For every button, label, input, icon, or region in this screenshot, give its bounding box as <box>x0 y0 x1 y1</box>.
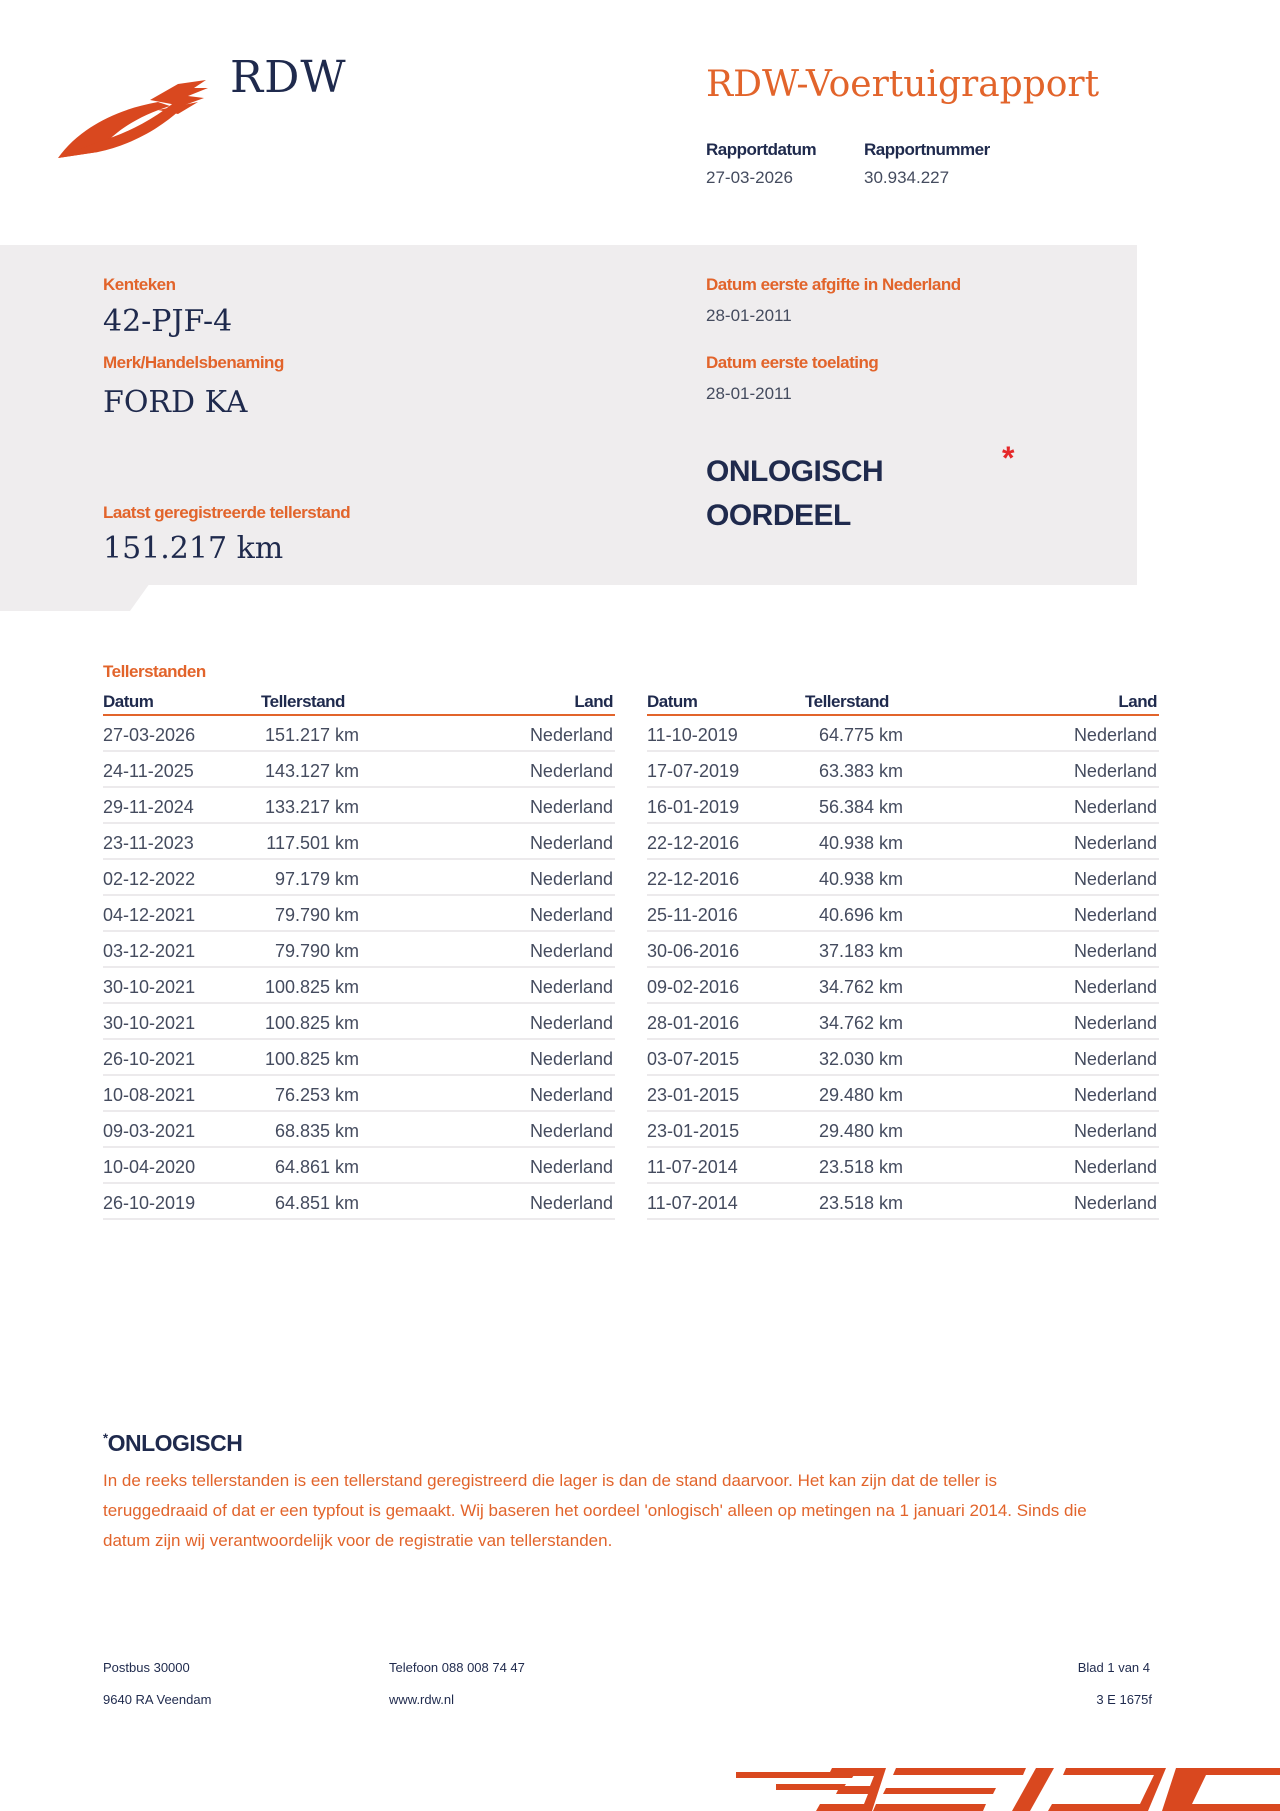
table-row <box>103 718 615 752</box>
table-body <box>103 718 615 1220</box>
table-row <box>647 1006 1159 1040</box>
reading-country: Nederland <box>529 1085 613 1105</box>
reading-date: 11-10-2019 <box>647 725 738 745</box>
reading-country: Nederland <box>1073 977 1157 997</box>
reading-date: 23-01-2015 <box>647 1121 740 1141</box>
reading-date: 11-07-2014 <box>647 1157 738 1177</box>
table-row <box>647 1042 1159 1076</box>
table-row <box>103 790 615 824</box>
first-nl-label: Datum eerste afgifte in Nederland <box>706 275 961 294</box>
reading-date: 27-03-2026 <box>103 725 196 745</box>
brand-stripes-decoration <box>736 1760 1280 1811</box>
table-row <box>103 826 615 860</box>
rdw-logo-icon <box>58 80 218 162</box>
reading-value: 29.480 km <box>818 1121 903 1141</box>
reading-value: 32.030 km <box>818 1049 903 1069</box>
reading-date: 23-11-2023 <box>103 833 194 853</box>
reading-value: 100.825 km <box>264 1049 359 1069</box>
reading-country: Nederland <box>529 797 613 817</box>
footer-page: Blad 1 van 4 <box>1077 1660 1150 1675</box>
reading-country: Nederland <box>1073 725 1157 745</box>
table-row <box>647 1150 1159 1184</box>
report-date-label: Rapportdatum <box>706 140 817 159</box>
logo-text: RDW <box>230 52 347 103</box>
reading-country: Nederland <box>529 1049 613 1069</box>
table-row <box>647 754 1159 788</box>
table-row <box>647 718 1159 752</box>
reading-country: Nederland <box>1073 761 1157 781</box>
table-row <box>647 934 1159 968</box>
reading-date: 11-07-2014 <box>647 1193 738 1213</box>
reading-value: 79.790 km <box>274 905 359 925</box>
reading-value: 64.861 km <box>274 1157 359 1177</box>
plate-value: 42-PJF-4 <box>103 304 233 339</box>
reading-country: Nederland <box>1073 1193 1157 1213</box>
reading-value: 79.790 km <box>274 941 359 961</box>
last-reading-label: Laatst geregistreerde tellerstand <box>103 503 351 522</box>
reading-country: Nederland <box>529 941 613 961</box>
table-row <box>103 1186 615 1220</box>
table-row <box>647 1114 1159 1148</box>
reading-date: 26-10-2019 <box>103 1193 196 1213</box>
table-header <box>103 690 615 716</box>
reading-country: Nederland <box>529 905 613 925</box>
col-country-header: Land <box>1118 692 1157 711</box>
reading-country: Nederland <box>1073 833 1157 853</box>
panel-notch <box>0 583 150 611</box>
reading-country: Nederland <box>1073 1121 1157 1141</box>
reading-value: 40.938 km <box>818 869 903 889</box>
reading-country: Nederland <box>1073 1013 1157 1033</box>
table-body <box>647 718 1159 1220</box>
report-title: RDW-Voertuigrapport <box>706 64 1100 105</box>
table-row <box>103 1150 615 1184</box>
table-row <box>103 1042 615 1076</box>
reading-date: 26-10-2021 <box>103 1049 196 1069</box>
reading-country: Nederland <box>1073 1085 1157 1105</box>
table-row <box>647 1078 1159 1112</box>
reading-country: Nederland <box>1073 941 1157 961</box>
reading-country: Nederland <box>529 1193 613 1213</box>
reading-value: 64.851 km <box>274 1193 359 1213</box>
footer-address1: Postbus 30000 <box>103 1660 190 1675</box>
reading-country: Nederland <box>529 869 613 889</box>
reading-country: Nederland <box>1073 905 1157 925</box>
report-number-label: Rapportnummer <box>864 140 990 159</box>
table-row <box>103 898 615 932</box>
table-row <box>103 1114 615 1148</box>
footer-address2: 9640 RA Veendam <box>103 1692 212 1707</box>
table-row <box>103 862 615 896</box>
table-row <box>103 1006 615 1040</box>
reading-country: Nederland <box>1073 869 1157 889</box>
reading-value: 37.183 km <box>818 941 903 961</box>
reading-country: Nederland <box>1073 797 1157 817</box>
reading-value: 34.762 km <box>818 1013 903 1033</box>
reading-value: 143.127 km <box>264 761 359 781</box>
reading-value: 40.696 km <box>818 905 903 925</box>
footer-website[interactable]: www.rdw.nl <box>389 1692 455 1707</box>
table-header <box>647 690 1159 716</box>
reading-value: 23.518 km <box>818 1157 903 1177</box>
table-row <box>647 1186 1159 1220</box>
reading-value: 76.253 km <box>274 1085 359 1105</box>
footer-code: 3 E 1675f <box>1096 1692 1152 1707</box>
reading-value: 40.938 km <box>818 833 903 853</box>
reading-value: 151.217 km <box>264 725 359 745</box>
reading-country: Nederland <box>529 833 613 853</box>
reading-date: 03-12-2021 <box>103 941 196 961</box>
make-label: Merk/Handelsbenaming <box>103 353 284 372</box>
table-row <box>103 934 615 968</box>
plate-label: Kenteken <box>103 275 176 294</box>
reading-country: Nederland <box>529 1121 613 1141</box>
col-country-header: Land <box>574 692 613 711</box>
first-admission-value: 28-01-2011 <box>706 384 792 403</box>
odometer-table-left <box>103 690 615 1220</box>
col-reading-header: Tellerstand <box>805 692 889 711</box>
verdict-asterisk: * <box>1002 440 1015 476</box>
reading-country: Nederland <box>529 1013 613 1033</box>
reading-value: 56.384 km <box>818 797 903 817</box>
footer-phone: Telefoon 088 008 74 47 <box>389 1660 525 1675</box>
reading-country: Nederland <box>529 725 613 745</box>
col-date-header: Datum <box>103 692 154 711</box>
reading-country: Nederland <box>1073 1157 1157 1177</box>
reading-value: 63.383 km <box>818 761 903 781</box>
reading-value: 97.179 km <box>274 869 359 889</box>
first-nl-value: 28-01-2011 <box>706 306 792 325</box>
table-row <box>103 754 615 788</box>
col-reading-header: Tellerstand <box>261 692 345 711</box>
last-reading-value: 151.217 km <box>103 531 284 566</box>
reading-date: 29-11-2024 <box>103 797 194 817</box>
note-text: In de reeks tellerstanden is een tellerstand geregistreerd die lager is dan de stand daarvoor. Het kan zijn dat de teller is teruggedraaid of dat er een typfout is gemaakt. Wij baseren het oordeel 'onlogisch' alleen op metingen na 1 januari 2014. Sinds die datum zijn wij verantwoordelijk voor de registratie van tellerstanden. <box>103 1471 1087 1550</box>
reading-date: 30-10-2021 <box>103 977 196 997</box>
note-title-text: ONLOGISCH <box>107 1430 243 1456</box>
reading-value: 68.835 km <box>274 1121 359 1141</box>
odometer-section-title: Tellerstanden <box>103 662 206 681</box>
reading-value: 100.825 km <box>264 977 359 997</box>
reading-date: 22-12-2016 <box>647 869 740 889</box>
table-row <box>103 970 615 1004</box>
table-row <box>647 862 1159 896</box>
reading-value: 29.480 km <box>818 1085 903 1105</box>
verdict <box>706 450 883 538</box>
table-row <box>647 970 1159 1004</box>
reading-country: Nederland <box>1073 1049 1157 1069</box>
reading-value: 117.501 km <box>266 833 359 853</box>
reading-date: 22-12-2016 <box>647 833 740 853</box>
table-row <box>647 898 1159 932</box>
reading-date: 30-10-2021 <box>103 1013 196 1033</box>
reading-value: 34.762 km <box>818 977 903 997</box>
odometer-table-right <box>647 690 1159 1220</box>
reading-date: 03-07-2015 <box>647 1049 740 1069</box>
reading-country: Nederland <box>529 977 613 997</box>
reading-date: 09-02-2016 <box>647 977 740 997</box>
report-date: 27-03-2026 <box>706 168 793 187</box>
note-title <box>103 1430 242 1457</box>
reading-date: 16-01-2019 <box>647 797 740 817</box>
reading-value: 23.518 km <box>818 1193 903 1213</box>
reading-date: 04-12-2021 <box>103 905 196 925</box>
reading-date: 30-06-2016 <box>647 941 740 961</box>
reading-date: 10-08-2021 <box>103 1085 196 1105</box>
reading-date: 25-11-2016 <box>647 905 738 925</box>
table-row <box>103 1078 615 1112</box>
note-marker: * <box>103 1430 108 1446</box>
first-admission-label: Datum eerste toelating <box>706 353 879 372</box>
reading-country: Nederland <box>529 761 613 781</box>
reading-date: 23-01-2015 <box>647 1085 740 1105</box>
reading-value: 133.217 km <box>264 797 359 817</box>
reading-country: Nederland <box>529 1157 613 1177</box>
reading-date: 02-12-2022 <box>103 869 196 889</box>
table-row <box>647 826 1159 860</box>
col-date-header: Datum <box>647 692 698 711</box>
make-value: FORD KA <box>103 385 248 420</box>
reading-value: 64.775 km <box>818 725 903 745</box>
verdict-line2: OORDEEL <box>706 499 851 532</box>
reading-date: 10-04-2020 <box>103 1157 196 1177</box>
reading-date: 28-01-2016 <box>647 1013 740 1033</box>
report-number: 30.934.227 <box>864 168 950 187</box>
table-row <box>647 790 1159 824</box>
reading-date: 24-11-2025 <box>103 761 194 781</box>
reading-date: 17-07-2019 <box>647 761 740 781</box>
reading-date: 09-03-2021 <box>103 1121 196 1141</box>
reading-value: 100.825 km <box>264 1013 359 1033</box>
verdict-line1: ONLOGISCH <box>706 455 884 488</box>
